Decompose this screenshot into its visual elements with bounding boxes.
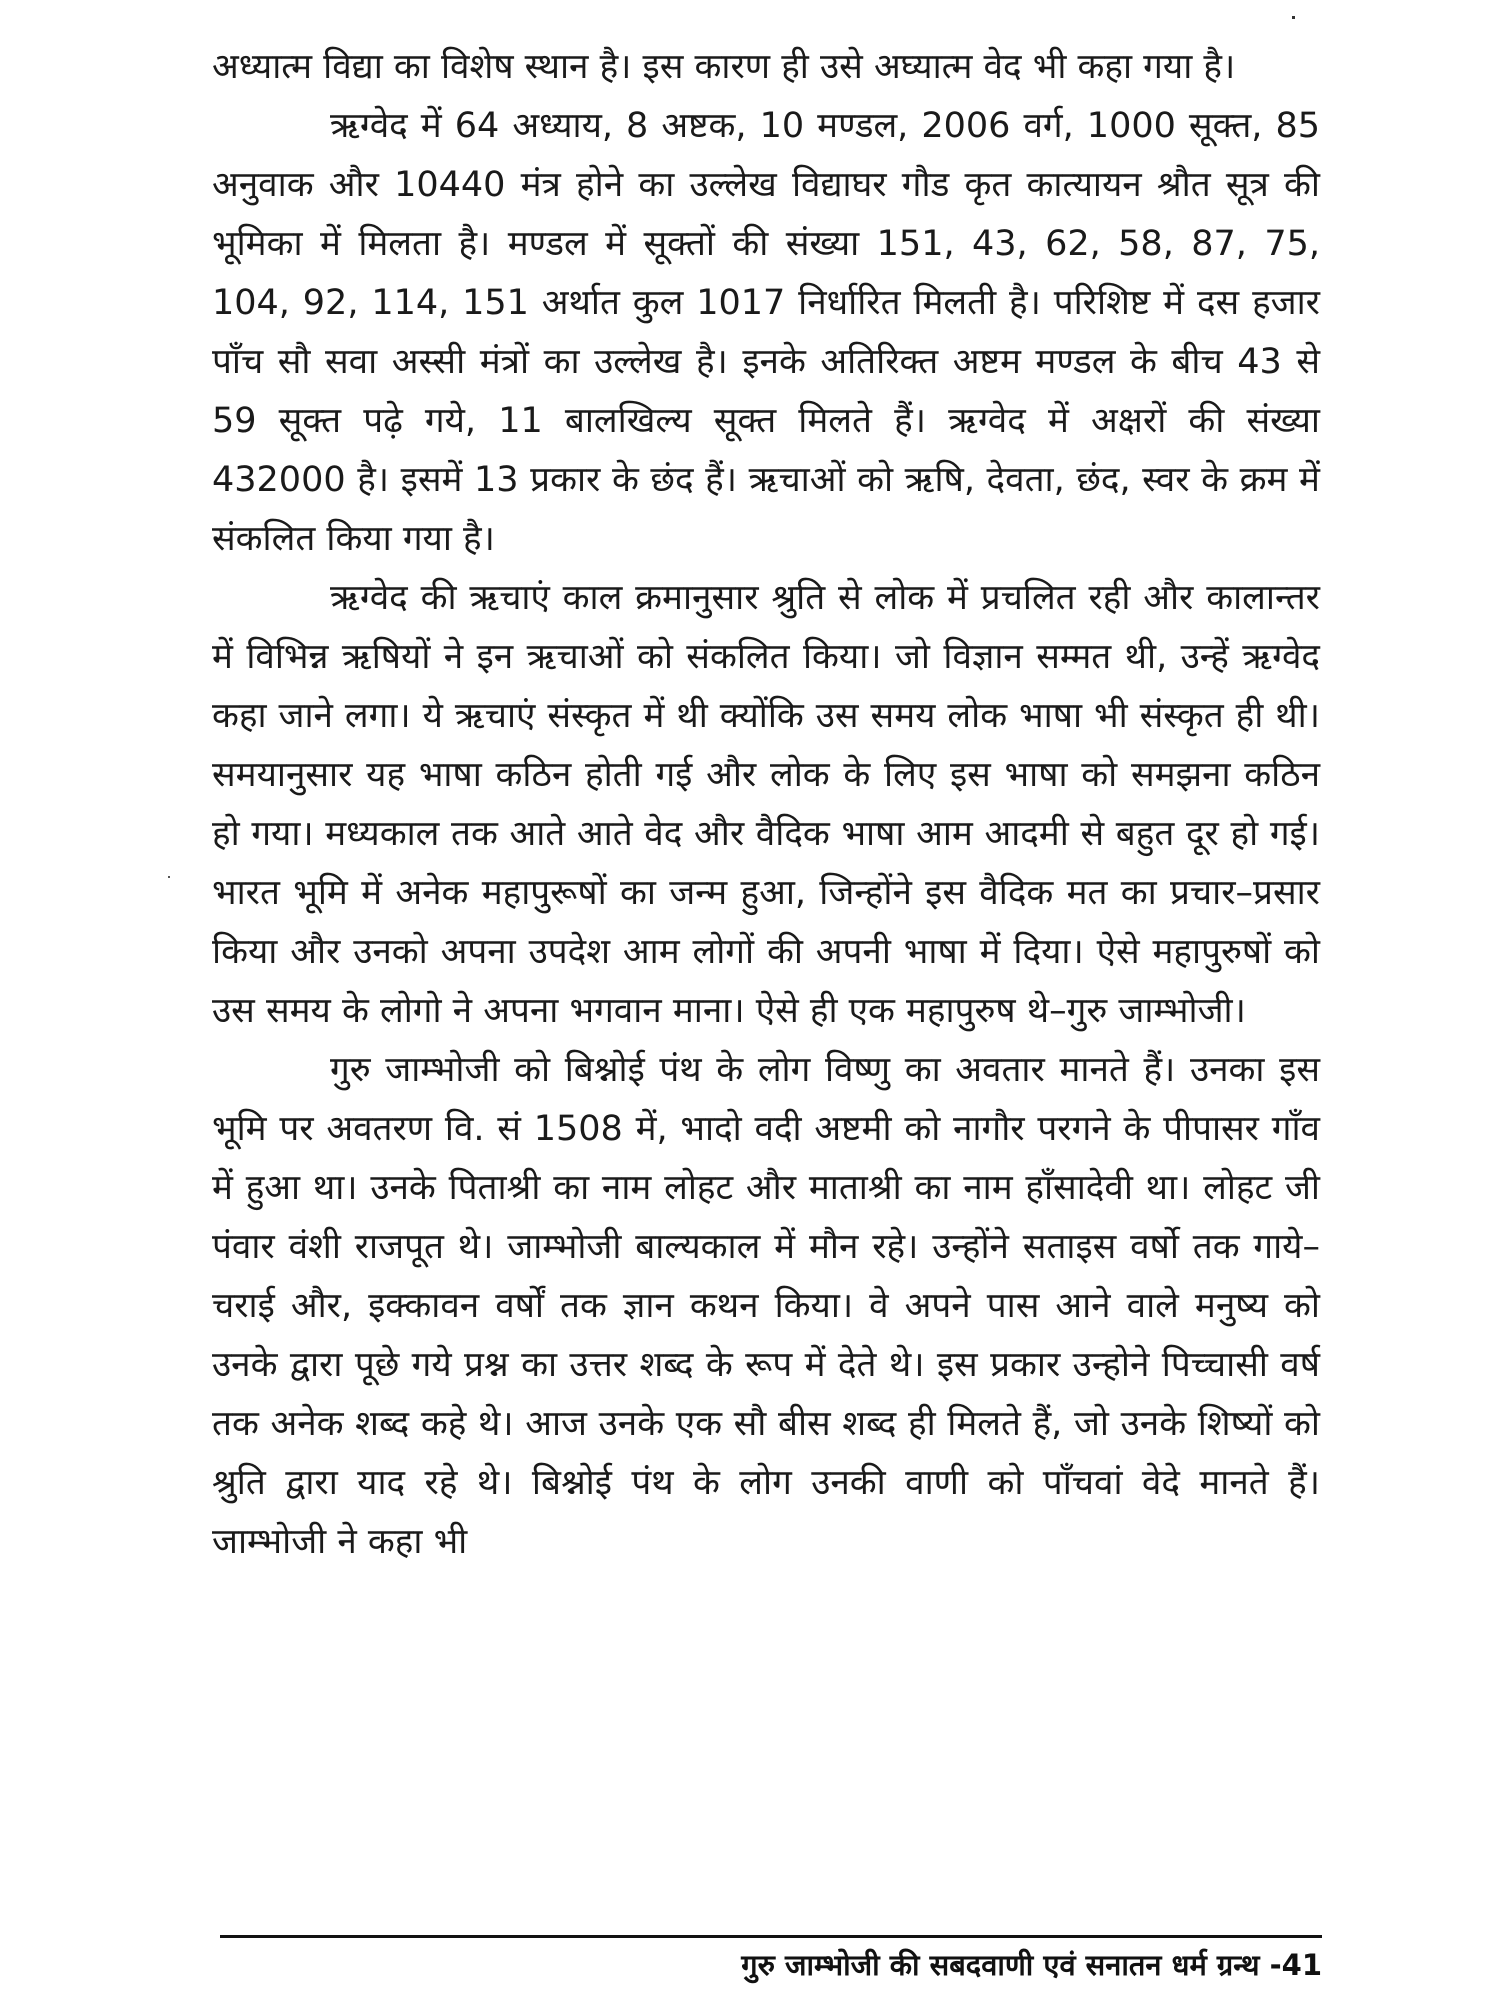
paragraph-4: गुरु जाम्भोजी को बिश्नोई पंथ के लोग विष्णु का अवतार मानते हैं। उनका इस भूमि पर अवतरण वि. सं 1508 में, भादो वदी अष्टमी को नागौर परगने के पीपासर गाँव में हुआ था। उनके पिताश्री का नाम लोहट और माताश्री का नाम हाँसादेवी था। लोहट जी पंवार वंशी राजपूत थे। जाम्भोजी बाल्यकाल में मौन रहे। उन्होंने सताइस वर्षो तक गाये– चराई और, इक्कावन वर्षों तक ज्ञान कथन किया। वे अपने पास आने वाले मनुष्य को उनके द्वारा पूछे गये प्रश्न का उत्तर शब्द के रूप में देते थे। इस प्रकार उन्होने पिच्चासी वर्ष तक अनेक शब्द कहे थे। आज उनके एक सौ बीस शब्द ही मिलते हैं, जो उनके शिष्यों को श्रुति द्वारा याद रहे थे। बिश्नोई पंथ के लोग उनकी वाणी को पाँचवां वेदे मानते हैं। जाम्भोजी ने कहा भी [212,1050,1320,1562]
paragraph-2: ऋग्वेद में 64 अध्याय, 8 अष्टक, 10 मण्डल, 2006 वर्ग, 1000 सूक्त, 85 अनुवाक और 10440 मंत्र होने का उल्लेख विद्याघर गौड कृत कात्यायन श्रौत सूत्र की भूमिका में मिलता है। मण्डल में सूक्तों की संख्या 151, 43, 62, 58, 87, 75, 104, 92, 114, 151 अर्थात कुल 1017 निर्धारित मिलती है। परिशिष्ट में दस हजार पाँच सौ सवा अस्सी मंत्रों का उल्लेख है। इनके अतिरिक्त अष्टम मण्डल के बीच 43 से 59 सूक्त पढ़े गये, 11 बालखिल्य सूक्त मिलते हैं। ऋग्वेद में अक्षरों की संख्या 432000 है। इसमें 13 प्रकार के छंद हैं। ऋचाओं को ऋषि, देवता, छंद, स्वर के क्रम में संकलित किया गया है। [212,106,1320,559]
footer-divider [220,1935,1322,1938]
paragraph-3: ऋग्वेद की ऋचाएं काल क्रमानुसार श्रुति से लोक में प्रचलित रही और कालान्तर में विभिन्न ऋषियों ने इन ऋचाओं को संकलित किया। जो विज्ञान सम्मत थी, उन्हें ऋग्वेद कहा जाने लगा। ये ऋचाएं संस्कृत में थी क्योंकि उस समय लोक भाषा भी संस्कृत ही थी। समयानुसार यह भाषा कठिन होती गई और लोक के लिए इस भाषा को समझना कठिन हो गया। मध्यकाल तक आते आते वेद और वैदिक भाषा आम आदमी से बहुत दूर हो गई। भारत भूमि में अनेक महापुरूषों का जन्म हुआ, जिन्होंने इस वैदिक मत का प्रचार–प्रसार किया और उनको अपना उपदेश आम लोगों की अपनी भाषा में दिया। ऐसे महापुरुषों को उस समय के लोगो ने अपना भगवान माना। ऐसे ही एक महापुरुष थे–गुरु जाम्भोजी। [212,578,1320,1031]
scan-speck [168,876,170,878]
scan-mark [1292,16,1295,19]
body-text [212,38,1320,1572]
paragraph-1: अध्यात्म विद्या का विशेष स्थान है। इस कारण ही उसे अघ्यात्म वेद भी कहा गया है। [212,47,1236,87]
running-footer: गुरु जाम्भोजी की सबदवाणी एवं सनातन धर्म ग्रन्थ -41 [741,1948,1322,1982]
